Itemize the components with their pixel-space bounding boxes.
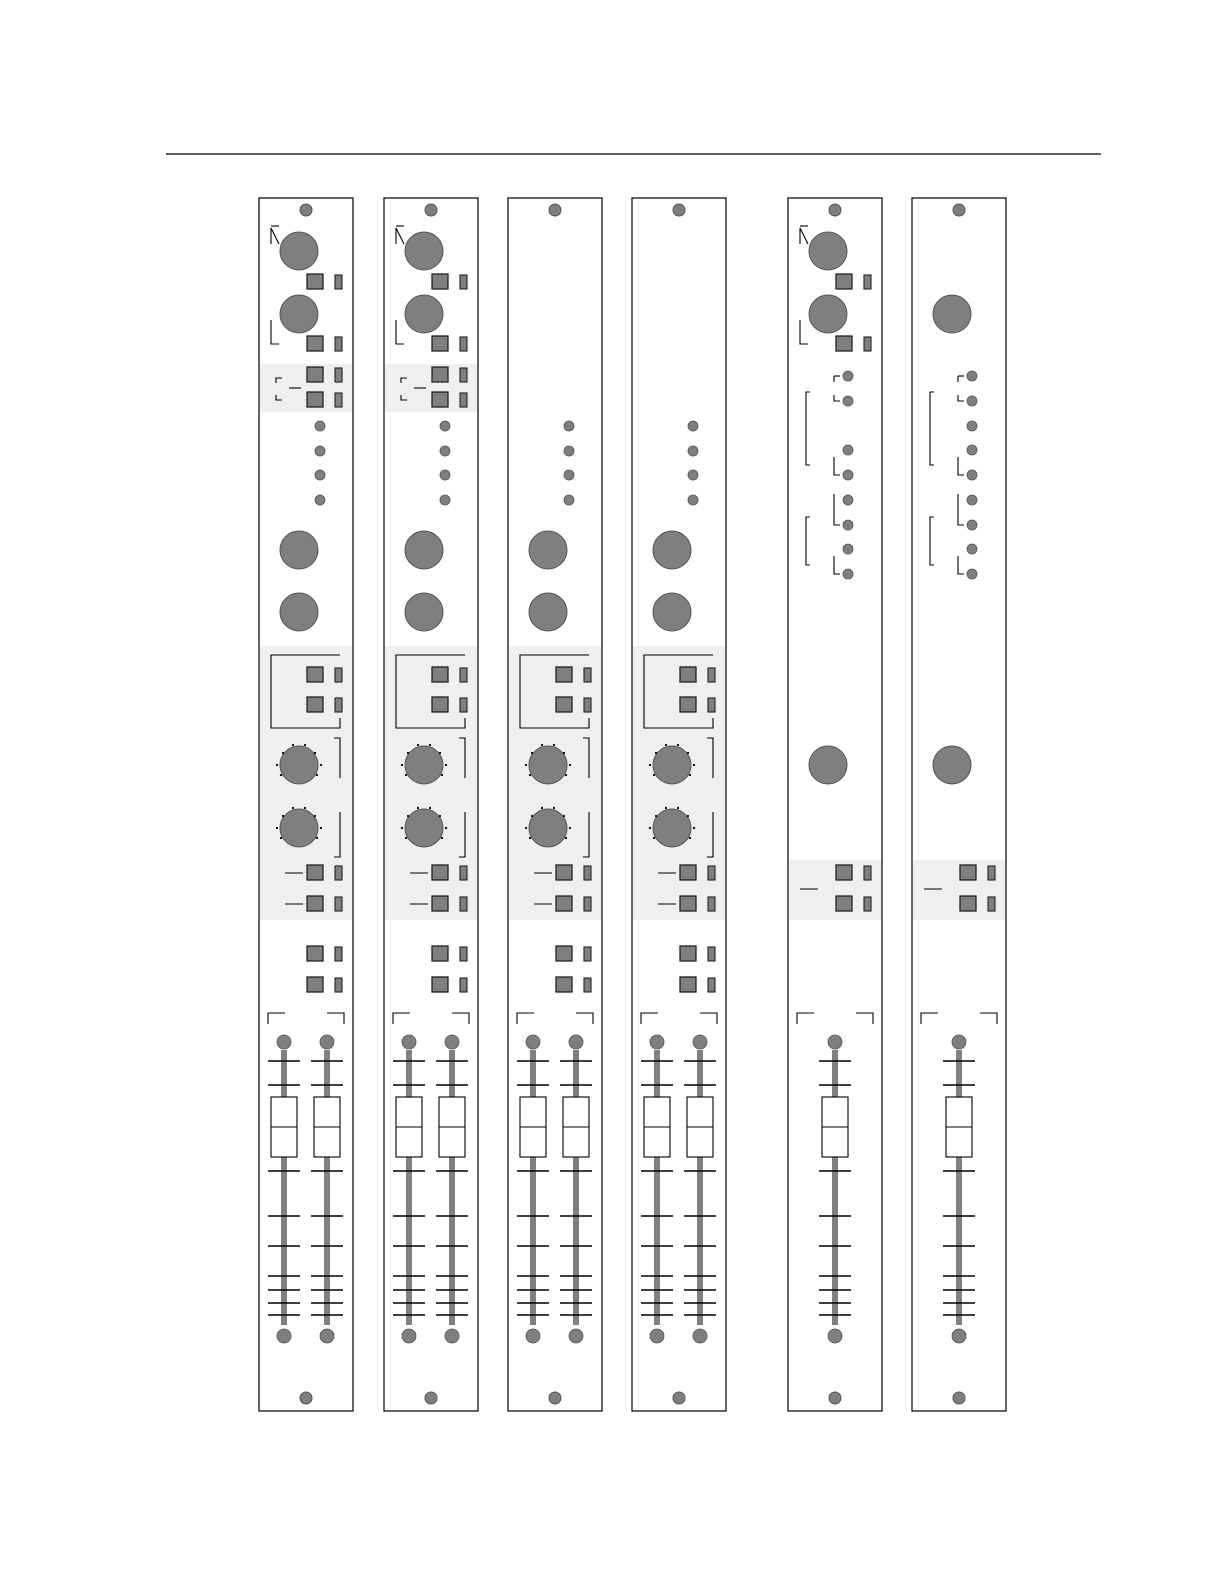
pan-knob-2-step-dot	[569, 827, 571, 829]
assign-1-button[interactable]	[680, 865, 696, 880]
assign-1-indicator	[335, 866, 342, 880]
pan-knob-2-step-dot	[689, 837, 691, 839]
assign-1-button[interactable]	[307, 865, 323, 880]
eq-knob-1[interactable]	[405, 531, 443, 569]
indicator-led-2	[688, 446, 698, 456]
gain-knob[interactable]	[933, 295, 971, 333]
mounting-screw	[953, 1392, 965, 1404]
pan-knob-2-step-dot	[665, 807, 667, 809]
indicator-led-8	[967, 544, 977, 554]
fader-right-bottom-cap	[569, 1329, 583, 1343]
pan-knob-1-step-dot	[276, 764, 278, 766]
gain-1-button[interactable]	[836, 274, 852, 289]
pan-knob-2[interactable]	[280, 809, 318, 847]
strip-6	[912, 198, 1006, 1411]
aux-2-button[interactable]	[556, 697, 572, 712]
master-knob[interactable]	[809, 746, 847, 784]
indicator-led-6	[967, 495, 977, 505]
mounting-screw	[673, 204, 685, 216]
pan-knob-2-step-dot	[276, 827, 278, 829]
mounting-screw	[829, 204, 841, 216]
gain-1-button[interactable]	[432, 274, 448, 289]
solo-button[interactable]	[432, 977, 448, 992]
indicator-led-2	[564, 446, 574, 456]
gain-2-indicator	[335, 337, 342, 351]
mute-button[interactable]	[680, 946, 696, 961]
pan-knob-1[interactable]	[280, 746, 318, 784]
pan-knob-1-step-dot	[401, 764, 403, 766]
pan-knob-2-step-dot	[280, 837, 282, 839]
assign-1-indicator	[864, 866, 871, 880]
route-1-button[interactable]	[307, 367, 323, 382]
pan-knob-2-step-dot	[531, 815, 533, 817]
route-1-indicator	[335, 368, 342, 382]
indicator-led-3	[843, 445, 853, 455]
assign-1-button[interactable]	[960, 865, 976, 880]
mounting-screw	[549, 1392, 561, 1404]
eq-knob-1[interactable]	[653, 531, 691, 569]
gain-knob-2[interactable]	[280, 295, 318, 333]
fader-right-bottom-cap	[693, 1329, 707, 1343]
indicator-led-5	[843, 495, 853, 505]
pan-knob-1-step-dot	[565, 774, 567, 776]
aux-1-button[interactable]	[556, 667, 572, 682]
eq-knob-2[interactable]	[529, 593, 567, 631]
assign-1-button[interactable]	[836, 865, 852, 880]
route-2-indicator	[335, 393, 342, 407]
assign-2-button[interactable]	[836, 896, 852, 911]
eq-knob-2[interactable]	[280, 593, 318, 631]
strip-4	[632, 198, 726, 1411]
assign-1-button[interactable]	[556, 865, 572, 880]
strip-5	[788, 198, 882, 1411]
solo-indicator	[584, 978, 591, 992]
mounting-screw	[549, 204, 561, 216]
master-knob[interactable]	[933, 746, 971, 784]
indicator-led-1	[967, 371, 977, 381]
pan-knob-2-step-dot	[677, 807, 679, 809]
indicator-led-2	[440, 446, 450, 456]
pan-knob-2-step-dot	[316, 837, 318, 839]
aux-1-button[interactable]	[307, 667, 323, 682]
pan-knob-1-step-dot	[407, 752, 409, 754]
indicator-led-6	[843, 520, 853, 530]
indicator-led-4	[967, 445, 977, 455]
indicator-led-4	[315, 495, 325, 505]
aux-1-button[interactable]	[680, 667, 696, 682]
gain-knob-1[interactable]	[280, 232, 318, 270]
pan-knob-1[interactable]	[529, 746, 567, 784]
gain-1-indicator	[460, 275, 467, 289]
pan-knob-1-step-dot	[445, 764, 447, 766]
mounting-screw	[300, 1392, 312, 1404]
pan-knob-1[interactable]	[405, 746, 443, 784]
route-1-indicator	[460, 368, 467, 382]
route-1-button[interactable]	[432, 367, 448, 382]
pan-knob-2-step-dot	[693, 827, 695, 829]
aux-2-indicator	[584, 698, 591, 712]
fader-left-bottom-cap	[650, 1329, 664, 1343]
indicator-led-5	[967, 470, 977, 480]
mounting-screw	[300, 204, 312, 216]
pan-knob-2-step-dot	[417, 807, 419, 809]
indicator-led-9	[967, 569, 977, 579]
pan-knob-1-step-dot	[541, 744, 543, 746]
indicator-led-4	[843, 470, 853, 480]
mounting-screw	[829, 1392, 841, 1404]
fader-top-cap	[952, 1035, 966, 1049]
assign-2-button[interactable]	[680, 896, 696, 911]
fader-left-top-cap	[650, 1035, 664, 1049]
fader-right-bottom-cap	[320, 1329, 334, 1343]
indicator-led-4	[688, 495, 698, 505]
mounting-screw	[425, 1392, 437, 1404]
mute-indicator	[335, 947, 342, 961]
indicator-led-4	[564, 495, 574, 505]
pan-knob-2-step-dot	[314, 815, 316, 817]
pan-knob-2-step-dot	[320, 827, 322, 829]
pan-knob-2-step-dot	[653, 837, 655, 839]
assign-2-indicator	[335, 897, 342, 911]
pan-knob-1-step-dot	[649, 764, 651, 766]
pan-knob-1-step-dot	[569, 764, 571, 766]
eq-knob-2[interactable]	[405, 593, 443, 631]
pan-knob-1-step-dot	[280, 774, 282, 776]
indicator-led-1	[440, 421, 450, 431]
fader-right-top-cap	[445, 1035, 459, 1049]
route-2-button[interactable]	[307, 392, 323, 407]
fader-left-top-cap	[277, 1035, 291, 1049]
assign-1-indicator	[584, 866, 591, 880]
pan-knob-2[interactable]	[653, 809, 691, 847]
solo-button[interactable]	[680, 977, 696, 992]
eq-knob-1[interactable]	[280, 531, 318, 569]
route-2-button[interactable]	[432, 392, 448, 407]
mute-button[interactable]	[556, 946, 572, 961]
pan-knob-2-step-dot	[441, 837, 443, 839]
mute-indicator	[584, 947, 591, 961]
fader-top-cap	[828, 1035, 842, 1049]
indicator-led-3	[564, 470, 574, 480]
aux-1-button[interactable]	[432, 667, 448, 682]
aux-1-indicator	[708, 668, 715, 682]
indicator-led-3	[688, 470, 698, 480]
indicator-led-3	[315, 470, 325, 480]
mute-button[interactable]	[307, 946, 323, 961]
pan-knob-1-step-dot	[665, 744, 667, 746]
assign-1-indicator	[988, 866, 995, 880]
assign-2-button[interactable]	[556, 896, 572, 911]
pan-knob-1-step-dot	[693, 764, 695, 766]
pan-knob-1-step-dot	[441, 774, 443, 776]
pan-knob-2-step-dot	[541, 807, 543, 809]
pan-knob-2-step-dot	[407, 815, 409, 817]
fader-left-bottom-cap	[526, 1329, 540, 1343]
pan-knob-2-step-dot	[525, 827, 527, 829]
solo-button[interactable]	[556, 977, 572, 992]
pan-knob-1-step-dot	[529, 774, 531, 776]
pan-knob-2-step-dot	[439, 815, 441, 817]
aux-2-indicator	[460, 698, 467, 712]
assign-2-indicator	[460, 897, 467, 911]
pan-knob-1-step-dot	[653, 774, 655, 776]
aux-2-button[interactable]	[680, 697, 696, 712]
pan-knob-1-step-dot	[292, 744, 294, 746]
fader-right-bottom-cap	[445, 1329, 459, 1343]
fader-right-top-cap	[693, 1035, 707, 1049]
assign-2-button[interactable]	[307, 896, 323, 911]
aux-1-indicator	[584, 668, 591, 682]
pan-knob-1-step-dot	[677, 744, 679, 746]
aux-2-button[interactable]	[307, 697, 323, 712]
mute-indicator	[460, 947, 467, 961]
indicator-led-1	[688, 421, 698, 431]
fader-left-bottom-cap	[402, 1329, 416, 1343]
fader-left-top-cap	[402, 1035, 416, 1049]
aux-1-indicator	[335, 668, 342, 682]
indicator-led-1	[315, 421, 325, 431]
pan-knob-2[interactable]	[529, 809, 567, 847]
fader-left-top-cap	[526, 1035, 540, 1049]
pan-knob-2-step-dot	[304, 807, 306, 809]
pan-knob-1-step-dot	[405, 774, 407, 776]
pan-knob-1-step-dot	[531, 752, 533, 754]
pan-knob-2-step-dot	[553, 807, 555, 809]
assign-2-indicator	[864, 897, 871, 911]
pan-knob-1-step-dot	[689, 774, 691, 776]
mounting-screw	[425, 204, 437, 216]
pan-knob-1-step-dot	[314, 752, 316, 754]
route-2-indicator	[460, 393, 467, 407]
pan-knob-2-step-dot	[445, 827, 447, 829]
pan-knob-1-step-dot	[655, 752, 657, 754]
gain-knob-1[interactable]	[809, 232, 847, 270]
fader-bottom-cap	[952, 1329, 966, 1343]
fader-right-top-cap	[320, 1035, 334, 1049]
indicator-led-8	[843, 569, 853, 579]
aux-2-button[interactable]	[432, 697, 448, 712]
aux-2-indicator	[335, 698, 342, 712]
pan-knob-1-step-dot	[563, 752, 565, 754]
indicator-led-7	[843, 544, 853, 554]
aux-2-indicator	[708, 698, 715, 712]
gain-2-button[interactable]	[432, 336, 448, 351]
solo-button[interactable]	[307, 977, 323, 992]
mounting-screw	[673, 1392, 685, 1404]
mounting-screw	[953, 204, 965, 216]
gain-1-indicator	[335, 275, 342, 289]
indicator-led-7	[967, 520, 977, 530]
pan-knob-2-step-dot	[405, 837, 407, 839]
strip-2	[384, 198, 478, 1411]
indicator-led-1	[564, 421, 574, 431]
pan-knob-1[interactable]	[653, 746, 691, 784]
pan-knob-1-step-dot	[553, 744, 555, 746]
aux-1-indicator	[460, 668, 467, 682]
indicator-led-3	[440, 470, 450, 480]
pan-knob-1-step-dot	[439, 752, 441, 754]
pan-knob-2-step-dot	[282, 815, 284, 817]
indicator-led-1	[843, 371, 853, 381]
indicator-led-2	[967, 396, 977, 406]
gain-2-indicator	[460, 337, 467, 351]
indicator-led-2	[843, 396, 853, 406]
fader-bottom-cap	[828, 1329, 842, 1343]
gain-knob-2[interactable]	[405, 295, 443, 333]
fader-right-top-cap	[569, 1035, 583, 1049]
pan-knob-2-step-dot	[649, 827, 651, 829]
assign-2-button[interactable]	[960, 896, 976, 911]
gain-knob-2[interactable]	[809, 295, 847, 333]
assign-1-button[interactable]	[432, 865, 448, 880]
indicator-led-2	[315, 446, 325, 456]
assign-2-button[interactable]	[432, 896, 448, 911]
pan-knob-2-step-dot	[292, 807, 294, 809]
assign-2-indicator	[988, 897, 995, 911]
strip-3	[508, 198, 602, 1411]
gain-2-indicator	[864, 337, 871, 351]
solo-indicator	[335, 978, 342, 992]
assign-1-indicator	[460, 866, 467, 880]
gain-knob-1[interactable]	[405, 232, 443, 270]
assign-2-indicator	[584, 897, 591, 911]
pan-knob-1-step-dot	[525, 764, 527, 766]
solo-indicator	[460, 978, 467, 992]
pan-knob-1-step-dot	[316, 774, 318, 776]
pan-knob-1-step-dot	[687, 752, 689, 754]
fader-left-bottom-cap	[277, 1329, 291, 1343]
pan-knob-1-step-dot	[417, 744, 419, 746]
gain-1-indicator	[864, 275, 871, 289]
pan-knob-1-step-dot	[282, 752, 284, 754]
eq-knob-1[interactable]	[529, 531, 567, 569]
pan-knob-2-step-dot	[401, 827, 403, 829]
indicator-led-3	[967, 421, 977, 431]
pan-knob-2[interactable]	[405, 809, 443, 847]
pan-knob-2-step-dot	[565, 837, 567, 839]
indicator-led-4	[440, 495, 450, 505]
pan-knob-2-step-dot	[563, 815, 565, 817]
gain-1-button[interactable]	[307, 274, 323, 289]
mute-button[interactable]	[432, 946, 448, 961]
gain-2-button[interactable]	[307, 336, 323, 351]
pan-knob-2-step-dot	[687, 815, 689, 817]
pan-knob-2-step-dot	[529, 837, 531, 839]
pan-knob-1-step-dot	[320, 764, 322, 766]
solo-indicator	[708, 978, 715, 992]
eq-knob-2[interactable]	[653, 593, 691, 631]
assign-1-indicator	[708, 866, 715, 880]
pan-knob-2-step-dot	[655, 815, 657, 817]
mute-indicator	[708, 947, 715, 961]
pan-knob-1-step-dot	[429, 744, 431, 746]
strip-1	[259, 198, 353, 1411]
gain-2-button[interactable]	[836, 336, 852, 351]
pan-knob-1-step-dot	[304, 744, 306, 746]
pan-knob-2-step-dot	[429, 807, 431, 809]
assign-2-indicator	[708, 897, 715, 911]
